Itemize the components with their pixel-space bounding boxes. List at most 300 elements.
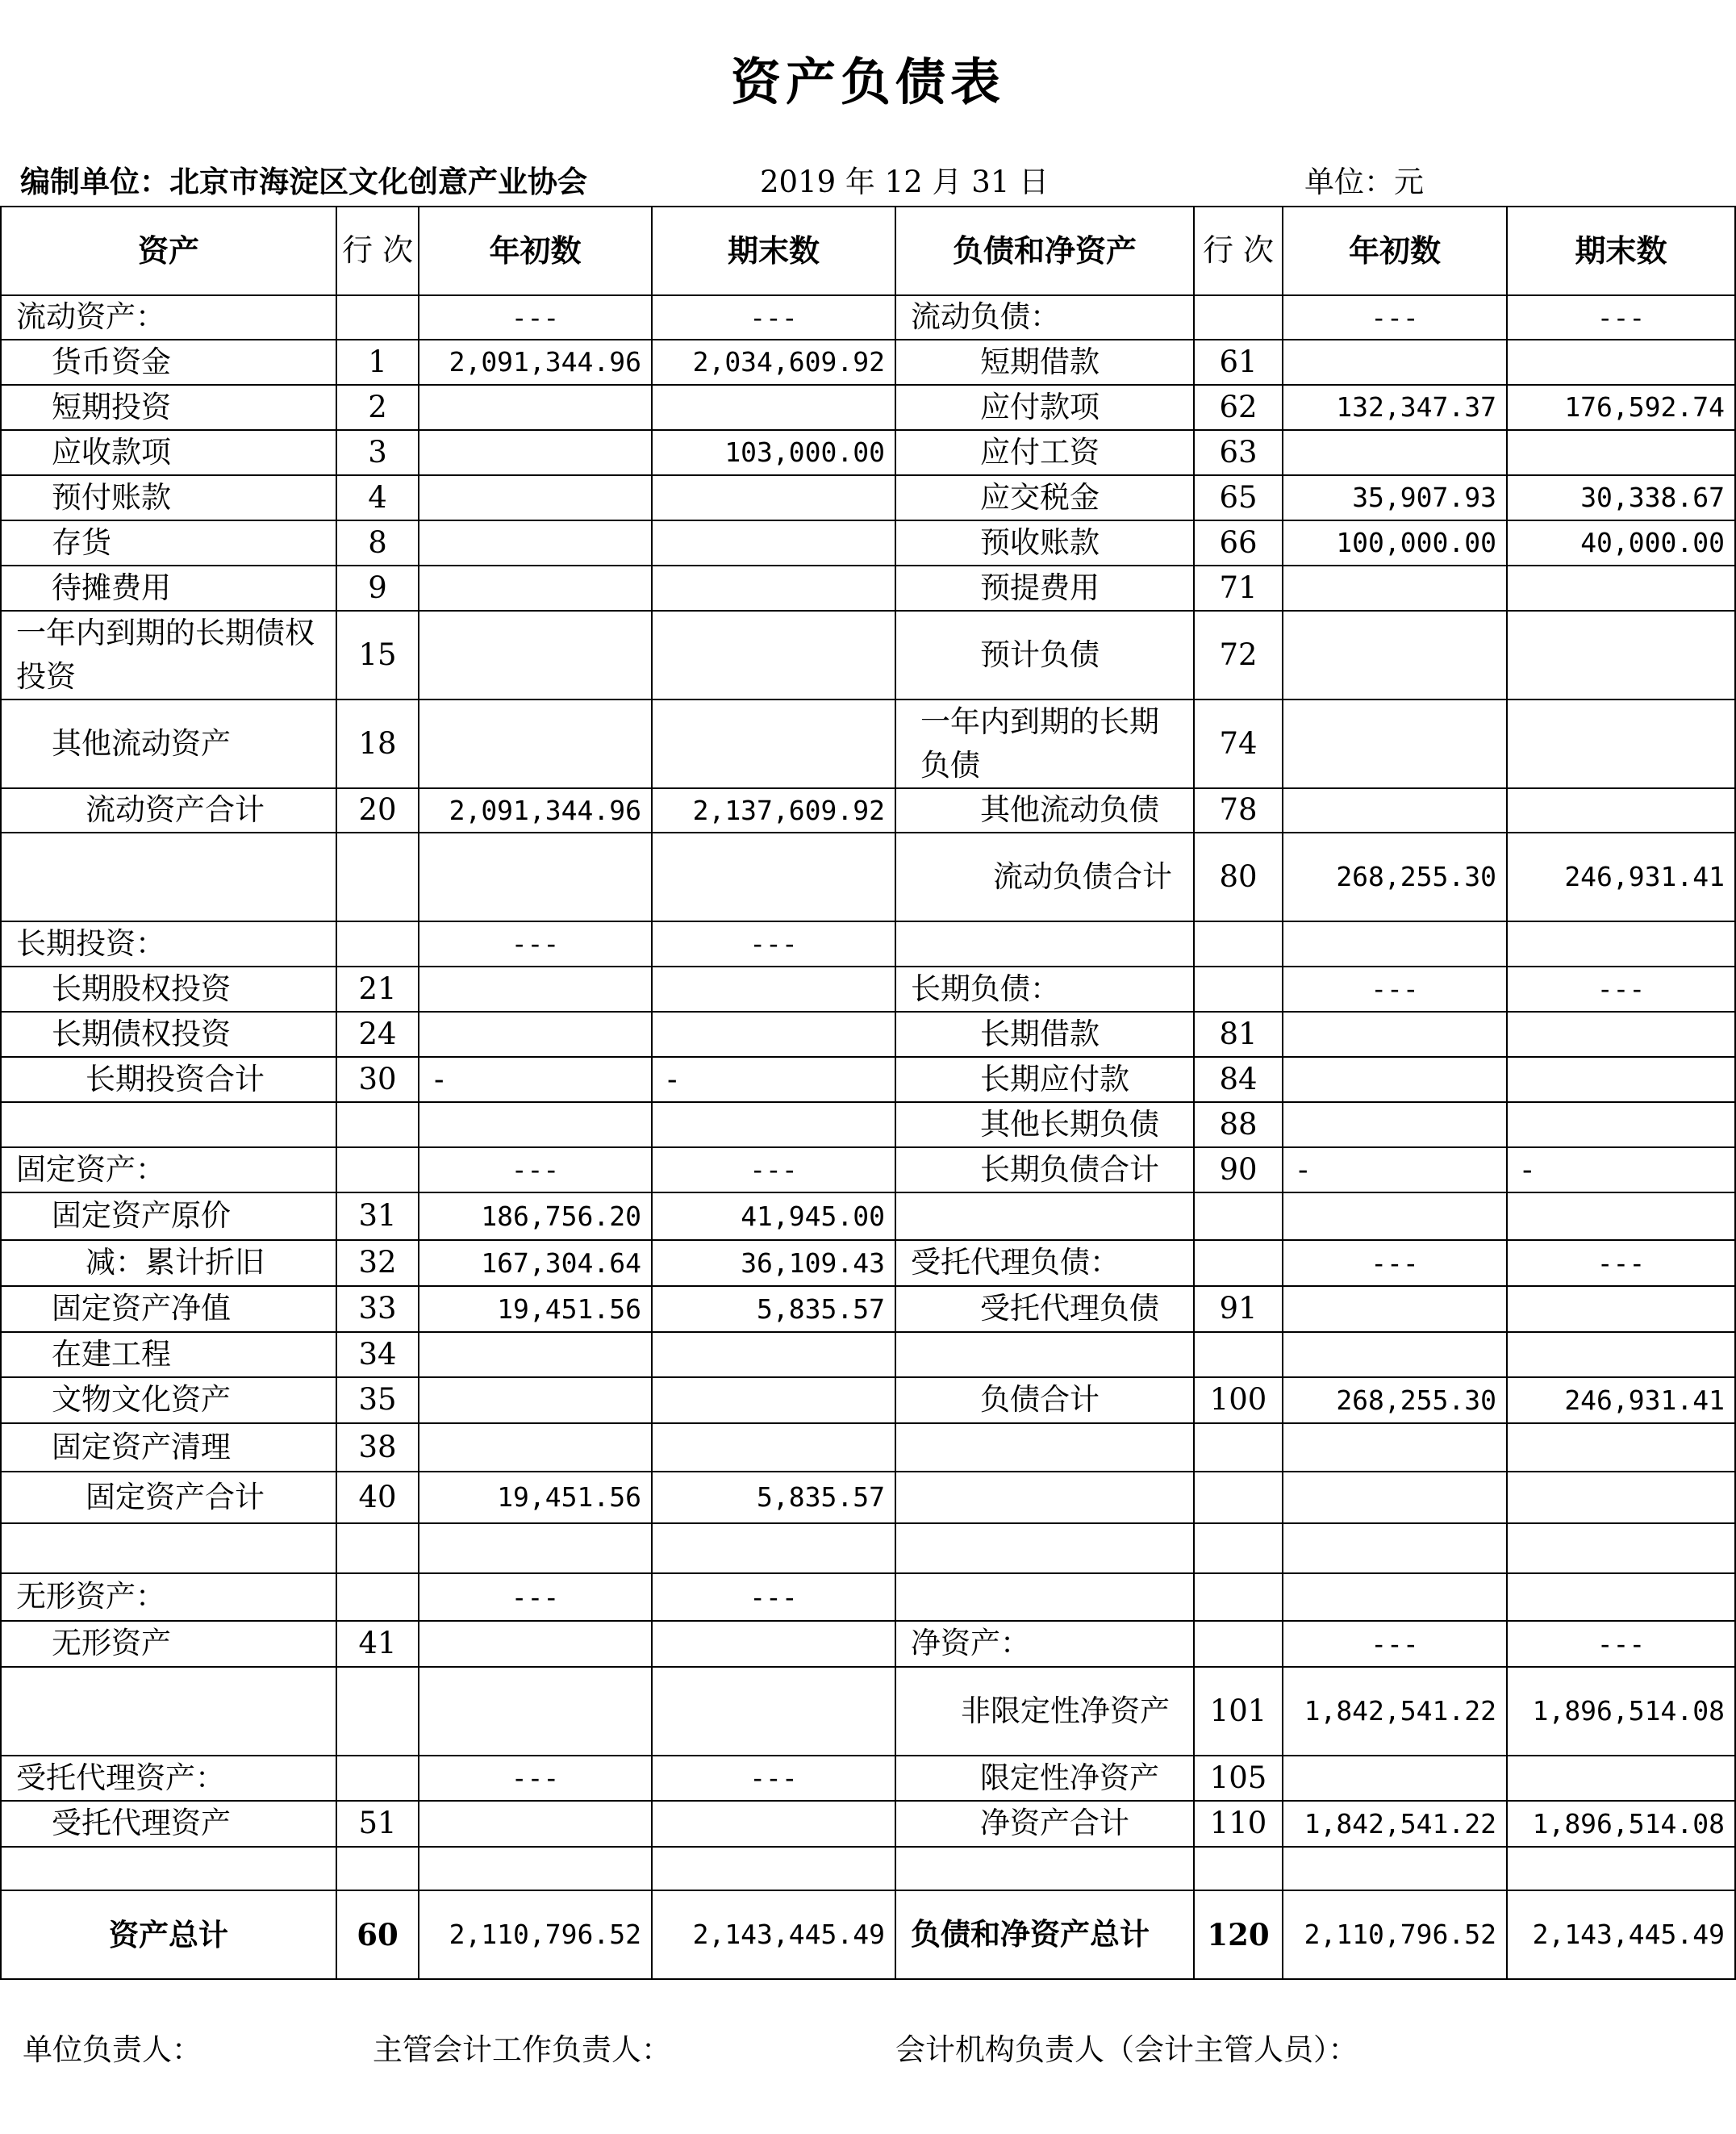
asset-label-cell: 无形资产	[1, 1621, 336, 1667]
liab-label-cell	[895, 1523, 1194, 1573]
asset-begin-cell	[419, 967, 652, 1012]
table-row	[1, 1423, 1735, 1472]
col-begin-2: 年初数	[1283, 207, 1507, 295]
liab-end-cell	[1507, 430, 1735, 475]
asset-line-cell: 40	[336, 1472, 419, 1523]
liab-end-cell	[1507, 700, 1735, 788]
liab-label-cell: 受托代理负债	[895, 1286, 1194, 1332]
asset-line-cell: 3	[336, 430, 419, 475]
asset-end-cell	[652, 1801, 895, 1847]
asset-label-cell: 减：累计折旧	[1, 1240, 336, 1286]
asset-begin-cell	[419, 700, 652, 788]
liab-begin-cell	[1283, 566, 1507, 611]
asset-line-cell: 30	[336, 1057, 419, 1102]
liab-line-cell: 72	[1194, 611, 1283, 700]
liab-begin-cell: 268,255.30	[1283, 1377, 1507, 1423]
asset-begin-cell	[419, 1423, 652, 1472]
liab-begin-cell	[1283, 340, 1507, 385]
liab-end-cell: ---	[1507, 1240, 1735, 1286]
liab-end-cell: ---	[1507, 295, 1735, 340]
asset-end-cell	[652, 385, 895, 430]
table-row	[1, 1286, 1735, 1332]
liab-begin-cell: 132,347.37	[1283, 385, 1507, 430]
asset-label-cell: 短期投资	[1, 385, 336, 430]
asset-label-cell: 一年内到期的长期债权投资	[1, 611, 336, 700]
asset-begin-cell: 2,110,796.52	[419, 1890, 652, 1979]
asset-begin-cell	[419, 1102, 652, 1147]
liab-end-cell	[1507, 1472, 1735, 1523]
balance-sheet-table	[0, 206, 1736, 1980]
table-row	[1, 700, 1735, 788]
liab-label-cell: 预收账款	[895, 520, 1194, 566]
asset-label-cell: 预付账款	[1, 475, 336, 520]
asset-line-cell	[336, 1523, 419, 1573]
asset-line-cell: 4	[336, 475, 419, 520]
liab-line-cell	[1194, 1573, 1283, 1621]
liab-line-cell: 100	[1194, 1377, 1283, 1423]
table-row	[1, 1102, 1735, 1147]
liab-end-cell: 246,931.41	[1507, 833, 1735, 921]
asset-label-cell: 固定资产净值	[1, 1286, 336, 1332]
liab-line-cell: 110	[1194, 1801, 1283, 1847]
asset-begin-cell: ---	[419, 295, 652, 340]
liab-begin-cell	[1283, 1057, 1507, 1102]
liab-line-cell: 101	[1194, 1667, 1283, 1756]
liab-line-cell	[1194, 1240, 1283, 1286]
asset-line-cell: 32	[336, 1240, 419, 1286]
liab-end-cell: ---	[1507, 1621, 1735, 1667]
liab-label-cell	[895, 1847, 1194, 1890]
liab-begin-cell: 1,842,541.22	[1283, 1801, 1507, 1847]
table-row	[1, 1801, 1735, 1847]
table-row	[1, 611, 1735, 700]
asset-line-cell: 34	[336, 1332, 419, 1377]
col-begin: 年初数	[419, 207, 652, 295]
liab-label-cell: 应付工资	[895, 430, 1194, 475]
asset-label-cell: 待摊费用	[1, 566, 336, 611]
asset-line-cell: 38	[336, 1423, 419, 1472]
liab-end-cell: 2,143,445.49	[1507, 1890, 1735, 1979]
table-row	[1, 967, 1735, 1012]
asset-label-cell: 资产总计	[1, 1890, 336, 1979]
asset-line-cell: 31	[336, 1192, 419, 1240]
liab-line-cell: 66	[1194, 520, 1283, 566]
asset-label-cell	[1, 833, 336, 921]
table-row	[1, 1192, 1735, 1240]
asset-label-cell: 长期投资：	[1, 921, 336, 967]
asset-line-cell: 21	[336, 967, 419, 1012]
liab-label-cell: 流动负债合计	[895, 833, 1194, 921]
liab-label-cell	[895, 1192, 1194, 1240]
col-line-no-2: 行 次	[1194, 207, 1283, 295]
asset-begin-cell: ---	[419, 1756, 652, 1801]
asset-end-cell: 36,109.43	[652, 1240, 895, 1286]
liab-begin-cell	[1283, 1472, 1507, 1523]
col-end: 期末数	[652, 207, 895, 295]
liab-line-cell	[1194, 1332, 1283, 1377]
liab-end-cell: -	[1507, 1147, 1735, 1192]
liab-begin-cell: 268,255.30	[1283, 833, 1507, 921]
asset-end-cell	[652, 611, 895, 700]
asset-end-cell	[652, 475, 895, 520]
table-row	[1, 1472, 1735, 1523]
liab-line-cell: 61	[1194, 340, 1283, 385]
asset-line-cell	[336, 1756, 419, 1801]
asset-end-cell: 2,034,609.92	[652, 340, 895, 385]
table-row	[1, 340, 1735, 385]
liab-label-cell	[895, 1573, 1194, 1621]
asset-label-cell: 固定资产原价	[1, 1192, 336, 1240]
asset-line-cell	[336, 1573, 419, 1621]
asset-label-cell: 在建工程	[1, 1332, 336, 1377]
col-line-no: 行 次	[336, 207, 419, 295]
liab-begin-cell	[1283, 1192, 1507, 1240]
asset-line-cell: 41	[336, 1621, 419, 1667]
footer-unit-head: 单位负责人：	[23, 2032, 202, 2067]
liab-label-cell: 长期应付款	[895, 1057, 1194, 1102]
asset-begin-cell	[419, 611, 652, 700]
liab-begin-cell: 35,907.93	[1283, 475, 1507, 520]
liab-line-cell: 81	[1194, 1012, 1283, 1057]
asset-end-cell: -	[652, 1057, 895, 1102]
asset-begin-cell	[419, 1332, 652, 1377]
asset-label-cell: 流动资产合计	[1, 788, 336, 833]
liab-label-cell: 净资产合计	[895, 1801, 1194, 1847]
asset-end-cell: ---	[652, 1573, 895, 1621]
liab-begin-cell: ---	[1283, 295, 1507, 340]
asset-begin-cell: 2,091,344.96	[419, 788, 652, 833]
asset-begin-cell	[419, 1621, 652, 1667]
liab-label-cell	[895, 1472, 1194, 1523]
table-row	[1, 385, 1735, 430]
asset-label-cell	[1, 1847, 336, 1890]
liab-begin-cell	[1283, 1012, 1507, 1057]
table-row	[1, 788, 1735, 833]
asset-end-cell: ---	[652, 295, 895, 340]
table-row	[1, 1523, 1735, 1573]
liab-end-cell	[1507, 1192, 1735, 1240]
liab-end-cell	[1507, 611, 1735, 700]
liab-end-cell	[1507, 1756, 1735, 1801]
asset-end-cell: 5,835.57	[652, 1286, 895, 1332]
liab-label-cell: 净资产：	[895, 1621, 1194, 1667]
asset-begin-cell: 2,091,344.96	[419, 340, 652, 385]
liab-line-cell	[1194, 1192, 1283, 1240]
table-row	[1, 475, 1735, 520]
liab-label-cell: 预提费用	[895, 566, 1194, 611]
table-row	[1, 1147, 1735, 1192]
liab-label-cell: 应交税金	[895, 475, 1194, 520]
liab-label-cell: 其他长期负债	[895, 1102, 1194, 1147]
liab-begin-cell	[1283, 1573, 1507, 1621]
liab-begin-cell	[1283, 611, 1507, 700]
asset-label-cell: 无形资产：	[1, 1573, 336, 1621]
asset-label-cell: 固定资产合计	[1, 1472, 336, 1523]
liab-label-cell: 受托代理负债：	[895, 1240, 1194, 1286]
column-header-row	[1, 207, 1735, 295]
liab-label-cell: 流动负债：	[895, 295, 1194, 340]
liab-begin-cell: ---	[1283, 1240, 1507, 1286]
table-row	[1, 1057, 1735, 1102]
asset-end-cell	[652, 700, 895, 788]
asset-label-cell: 受托代理资产：	[1, 1756, 336, 1801]
liab-end-cell: ---	[1507, 967, 1735, 1012]
asset-label-cell	[1, 1102, 336, 1147]
table-row	[1, 1667, 1735, 1756]
table-row	[1, 1573, 1735, 1621]
asset-end-cell	[652, 833, 895, 921]
liab-begin-cell: -	[1283, 1147, 1507, 1192]
asset-line-cell: 60	[336, 1890, 419, 1979]
asset-line-cell	[336, 921, 419, 967]
liab-begin-cell	[1283, 1102, 1507, 1147]
footer-acct-head: 主管会计工作负责人：	[373, 2032, 671, 2067]
asset-line-cell: 35	[336, 1377, 419, 1423]
asset-begin-cell: 186,756.20	[419, 1192, 652, 1240]
asset-label-cell	[1, 1523, 336, 1573]
col-end-2: 期末数	[1507, 207, 1735, 295]
asset-line-cell	[336, 1667, 419, 1756]
liab-label-cell: 非限定性净资产	[895, 1667, 1194, 1756]
liab-end-cell	[1507, 1523, 1735, 1573]
table-row	[1, 1621, 1735, 1667]
asset-begin-cell	[419, 1523, 652, 1573]
asset-label-cell: 受托代理资产	[1, 1801, 336, 1847]
asset-end-cell: ---	[652, 1147, 895, 1192]
asset-end-cell: 103,000.00	[652, 430, 895, 475]
asset-label-cell: 应收款项	[1, 430, 336, 475]
liab-end-cell	[1507, 1057, 1735, 1102]
liab-label-cell	[895, 1332, 1194, 1377]
asset-end-cell	[652, 1621, 895, 1667]
asset-begin-cell	[419, 1012, 652, 1057]
liab-end-cell	[1507, 1573, 1735, 1621]
asset-end-cell	[652, 1523, 895, 1573]
liab-line-cell: 63	[1194, 430, 1283, 475]
liab-begin-cell	[1283, 430, 1507, 475]
liab-begin-cell: ---	[1283, 967, 1507, 1012]
asset-end-cell	[652, 967, 895, 1012]
asset-end-cell	[652, 520, 895, 566]
asset-end-cell	[652, 1102, 895, 1147]
table-row	[1, 1012, 1735, 1057]
liab-end-cell: 246,931.41	[1507, 1377, 1735, 1423]
table-row	[1, 1847, 1735, 1890]
liab-end-cell	[1507, 788, 1735, 833]
liab-line-cell: 62	[1194, 385, 1283, 430]
asset-begin-cell: 167,304.64	[419, 1240, 652, 1286]
liab-end-cell	[1507, 1012, 1735, 1057]
liab-begin-cell	[1283, 1756, 1507, 1801]
asset-label-cell: 固定资产：	[1, 1147, 336, 1192]
asset-begin-cell	[419, 475, 652, 520]
liab-end-cell	[1507, 566, 1735, 611]
liab-begin-cell	[1283, 1423, 1507, 1472]
liab-begin-cell: 1,842,541.22	[1283, 1667, 1507, 1756]
table-row	[1, 1890, 1735, 1979]
liab-label-cell: 长期负债合计	[895, 1147, 1194, 1192]
liab-line-cell: 74	[1194, 700, 1283, 788]
liab-line-cell	[1194, 967, 1283, 1012]
asset-line-cell: 2	[336, 385, 419, 430]
table-row	[1, 430, 1735, 475]
asset-line-cell: 24	[336, 1012, 419, 1057]
table-row	[1, 295, 1735, 340]
liab-label-cell: 负债合计	[895, 1377, 1194, 1423]
org-name: 编制单位：北京市海淀区文化创意产业协会	[20, 164, 587, 199]
liab-line-cell	[1194, 1523, 1283, 1573]
liab-label-cell: 负债和净资产总计	[895, 1890, 1194, 1979]
liab-line-cell	[1194, 921, 1283, 967]
table-row	[1, 921, 1735, 967]
liab-begin-cell	[1283, 788, 1507, 833]
table-row	[1, 1240, 1735, 1286]
liab-end-cell	[1507, 1332, 1735, 1377]
asset-begin-cell	[419, 566, 652, 611]
asset-end-cell	[652, 1667, 895, 1756]
asset-end-cell	[652, 1423, 895, 1472]
liab-line-cell: 65	[1194, 475, 1283, 520]
asset-label-cell	[1, 1667, 336, 1756]
asset-line-cell	[336, 1102, 419, 1147]
table-row	[1, 833, 1735, 921]
col-asset: 资产	[1, 207, 336, 295]
table-row	[1, 1377, 1735, 1423]
liab-end-cell	[1507, 1847, 1735, 1890]
page-title: 资产负债表	[730, 52, 1005, 111]
asset-line-cell	[336, 1847, 419, 1890]
asset-line-cell: 18	[336, 700, 419, 788]
liab-end-cell: 1,896,514.08	[1507, 1667, 1735, 1756]
asset-line-cell: 51	[336, 1801, 419, 1847]
asset-line-cell: 8	[336, 520, 419, 566]
table-row	[1, 566, 1735, 611]
footer-dept-head: 会计机构负责人（会计主管人员）：	[895, 2032, 1358, 2067]
liab-label-cell	[895, 921, 1194, 967]
liab-begin-cell	[1283, 700, 1507, 788]
asset-begin-cell	[419, 1801, 652, 1847]
liab-end-cell	[1507, 1102, 1735, 1147]
liab-end-cell: 30,338.67	[1507, 475, 1735, 520]
asset-label-cell: 存货	[1, 520, 336, 566]
liab-label-cell: 其他流动负债	[895, 788, 1194, 833]
liab-line-cell: 84	[1194, 1057, 1283, 1102]
liab-line-cell: 71	[1194, 566, 1283, 611]
liab-line-cell	[1194, 295, 1283, 340]
liab-label-cell: 预计负债	[895, 611, 1194, 700]
asset-label-cell: 其他流动资产	[1, 700, 336, 788]
asset-label-cell: 货币资金	[1, 340, 336, 385]
liab-label-cell: 长期借款	[895, 1012, 1194, 1057]
liab-line-cell: 91	[1194, 1286, 1283, 1332]
liab-line-cell: 120	[1194, 1890, 1283, 1979]
asset-line-cell	[336, 295, 419, 340]
table-row	[1, 520, 1735, 566]
asset-end-cell: 5,835.57	[652, 1472, 895, 1523]
asset-begin-cell	[419, 1847, 652, 1890]
liab-begin-cell: 100,000.00	[1283, 520, 1507, 566]
liab-label-cell: 应付款项	[895, 385, 1194, 430]
asset-line-cell: 1	[336, 340, 419, 385]
liab-end-cell	[1507, 340, 1735, 385]
liab-line-cell	[1194, 1621, 1283, 1667]
liab-end-cell: 40,000.00	[1507, 520, 1735, 566]
asset-end-cell: 2,143,445.49	[652, 1890, 895, 1979]
asset-begin-cell	[419, 1377, 652, 1423]
liab-line-cell: 80	[1194, 833, 1283, 921]
asset-label-cell: 流动资产：	[1, 295, 336, 340]
currency-unit: 单位：元	[1304, 165, 1424, 199]
asset-begin-cell: 19,451.56	[419, 1286, 652, 1332]
asset-begin-cell: 19,451.56	[419, 1472, 652, 1523]
liab-end-cell	[1507, 1286, 1735, 1332]
liab-end-cell: 1,896,514.08	[1507, 1801, 1735, 1847]
liab-line-cell: 105	[1194, 1756, 1283, 1801]
liab-end-cell	[1507, 1423, 1735, 1472]
asset-label-cell: 长期股权投资	[1, 967, 336, 1012]
asset-line-cell: 33	[336, 1286, 419, 1332]
liab-line-cell	[1194, 1423, 1283, 1472]
liab-line-cell	[1194, 1847, 1283, 1890]
asset-begin-cell	[419, 833, 652, 921]
liab-begin-cell	[1283, 1847, 1507, 1890]
liab-line-cell: 88	[1194, 1102, 1283, 1147]
asset-label-cell: 长期投资合计	[1, 1057, 336, 1102]
asset-label-cell: 固定资产清理	[1, 1423, 336, 1472]
asset-begin-cell: ---	[419, 921, 652, 967]
col-liab: 负债和净资产	[895, 207, 1194, 295]
asset-label-cell: 长期债权投资	[1, 1012, 336, 1057]
liab-begin-cell	[1283, 921, 1507, 967]
asset-end-cell	[652, 1377, 895, 1423]
asset-end-cell: 41,945.00	[652, 1192, 895, 1240]
asset-end-cell	[652, 1847, 895, 1890]
asset-begin-cell	[419, 385, 652, 430]
table-row	[1, 1332, 1735, 1377]
asset-line-cell	[336, 1147, 419, 1192]
liab-begin-cell	[1283, 1332, 1507, 1377]
asset-line-cell: 9	[336, 566, 419, 611]
liab-line-cell: 78	[1194, 788, 1283, 833]
asset-begin-cell	[419, 430, 652, 475]
asset-label-cell: 文物文化资产	[1, 1377, 336, 1423]
liab-label-cell: 限定性净资产	[895, 1756, 1194, 1801]
asset-end-cell	[652, 1332, 895, 1377]
liab-begin-cell	[1283, 1286, 1507, 1332]
asset-end-cell: ---	[652, 1756, 895, 1801]
table-row	[1, 1756, 1735, 1801]
asset-begin-cell: ---	[419, 1573, 652, 1621]
asset-begin-cell: -	[419, 1057, 652, 1102]
liab-end-cell: 176,592.74	[1507, 385, 1735, 430]
liab-label-cell: 长期负债：	[895, 967, 1194, 1012]
asset-end-cell: 2,137,609.92	[652, 788, 895, 833]
liab-label-cell	[895, 1423, 1194, 1472]
asset-end-cell: ---	[652, 921, 895, 967]
liab-begin-cell: ---	[1283, 1621, 1507, 1667]
liab-label-cell: 短期借款	[895, 340, 1194, 385]
asset-line-cell: 15	[336, 611, 419, 700]
liab-line-cell: 90	[1194, 1147, 1283, 1192]
asset-end-cell	[652, 566, 895, 611]
asset-line-cell	[336, 833, 419, 921]
asset-begin-cell: ---	[419, 1147, 652, 1192]
liab-end-cell	[1507, 921, 1735, 967]
liab-begin-cell	[1283, 1523, 1507, 1573]
report-date: 2019 年 12 月 31 日	[760, 165, 1050, 199]
asset-begin-cell	[419, 1667, 652, 1756]
liab-begin-cell: 2,110,796.52	[1283, 1890, 1507, 1979]
